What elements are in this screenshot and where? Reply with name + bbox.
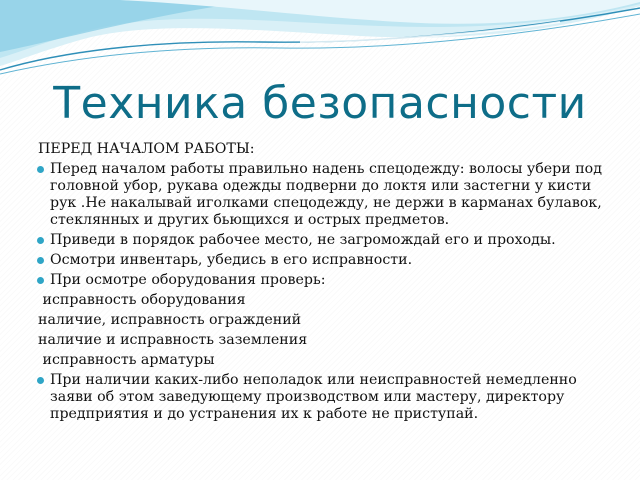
decorative-waves [0, 0, 640, 80]
list-item [38, 272, 618, 289]
slide-title: Техника безопасности [53, 78, 587, 129]
check-item: исправность арматуры [38, 352, 215, 368]
bullet-icon [37, 377, 44, 384]
bullet-icon [37, 257, 44, 264]
list-item-text: При осмотре оборудования проверь: [50, 272, 326, 288]
section-heading: ПЕРЕД НАЧАЛОМ РАБОТЫ: [38, 141, 255, 157]
list-item [38, 232, 618, 249]
list-item-text: Осмотри инвентарь, убедись в его исправности. [50, 252, 413, 268]
list-item [38, 161, 618, 229]
check-item: наличие и исправность заземления [38, 332, 308, 348]
bullet-icon [37, 166, 44, 173]
bullet-icon [37, 277, 44, 284]
list-item-text: При наличии каких-либо неполадок или неисправностей немедленно заяви об этом заведующему производством или мастеру, директору предприятия и до устранения их к работе не приступай. [50, 372, 577, 422]
check-item: наличие, исправность ограждений [38, 312, 302, 328]
list-item-text: Приведи в порядок рабочее место, не загромождай его и проходы. [50, 232, 556, 248]
check-item: исправность оборудования [38, 292, 246, 308]
list-item [38, 372, 618, 423]
list-item-text: Перед началом работы правильно надень спецодежду: волосы убери под головной убор, рукава одежды подверни до локтя или застегни у кисти рук .Не накалывай иголками спецодежду, не держи в карманах булавок, стеклянных и других бьющихся и острых предметов. [50, 161, 602, 228]
slide-content [38, 141, 618, 423]
bullet-icon [37, 237, 44, 244]
list-item [38, 252, 618, 269]
